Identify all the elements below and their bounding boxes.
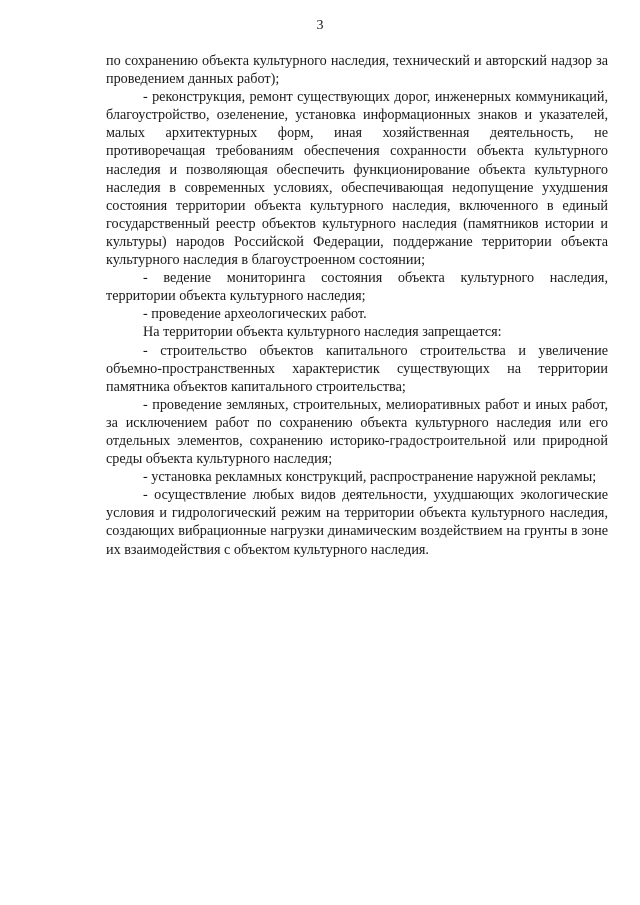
paragraph: - строительство объектов капитального строительства и увеличение объемно-пространственных характеристик существующих на территории памятника объектов капитального строительства; xyxy=(106,342,608,395)
paragraph: - проведение земляных, строительных, мелиоративных работ и иных работ, за исключением работ по сохранению объекта культурного наследия или его отдельных элементов, сохранению историко-градостроительной или природной среды объекта культурного наследия; xyxy=(106,396,608,468)
paragraph: - установка рекламных конструкций, распространение наружной рекламы; xyxy=(143,469,597,486)
paragraph: по сохранению объекта культурного наследия, технический и авторский надзор за проведением данных работ); xyxy=(106,53,608,88)
document-body xyxy=(106,52,608,559)
paragraph: - ведение мониторинга состояния объекта культурного наследия, территории объекта культурного наследия; xyxy=(106,270,608,305)
paragraph: - реконструкция, ремонт существующих дорог, инженерных коммуникаций, благоустройство, озеленение, установка информационных знаков и указателей, малых архитектурных форм, иная хозяйственная деятельность, не противоречащая требованиям обеспечения сохранности объекта культурного наследия и позволяющая обеспечить функционирование объекта культурного наследия в современных условиях, обеспечивающая недопущение ухудшения состояния территории объекта культурного наследия, включенного в единый государственный реестр объектов культурного наследия (памятников истории и культуры) народов Российской Федерации, поддержание территории объекта культурного наследия в благоустроенном состоянии; xyxy=(106,89,608,269)
page-number: 3 xyxy=(316,18,324,33)
paragraph: На территории объекта культурного наследия запрещается: xyxy=(143,324,502,341)
paragraph: - проведение археологических работ. xyxy=(143,306,367,323)
paragraph: - осуществление любых видов деятельности, ухудшающих экологические условия и гидрологический режим на территории объекта культурного наследия, создающих вибрационные нагрузки динамическим воздействием на грунты в зоне их взаимодействия с объектом культурного наследия. xyxy=(106,487,608,558)
